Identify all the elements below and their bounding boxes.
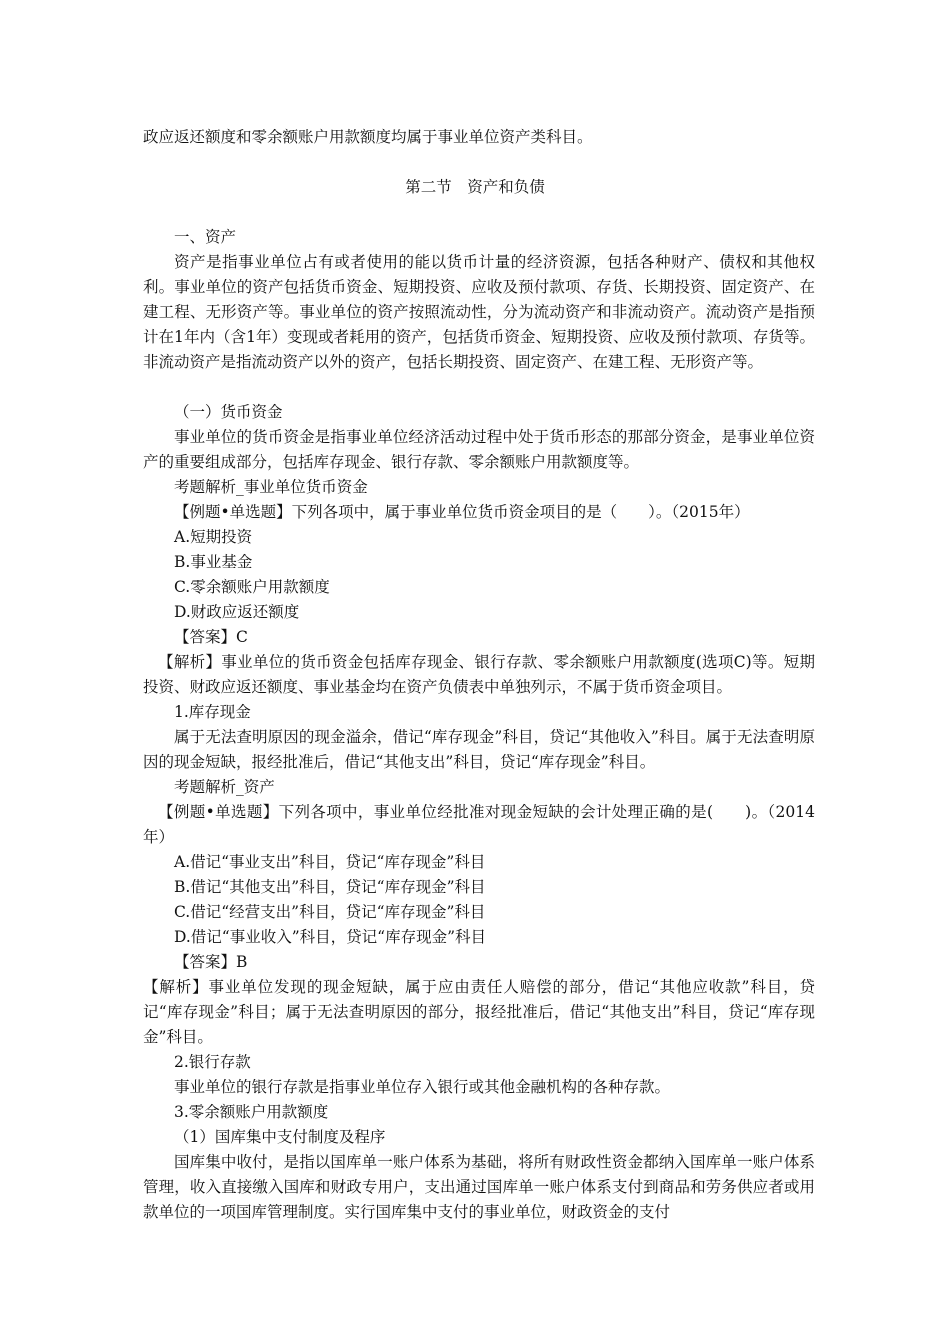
exam-label-2: 考题解析_资产 [174, 778, 275, 796]
q1-option-b: B.事业基金 [174, 553, 253, 571]
heading-treasury: （1）国库集中支付制度及程序 [174, 1128, 386, 1146]
heading-assets: 一、资产 [174, 228, 237, 246]
paragraph-assets: 资产是指事业单位占有或者使用的能以货币计量的经济资源，包括各种财产、债权和其他权利。事业单位的资产包括货币资金、短期投资、应收及预付款项、存货、长期投资、固定资产、在建工程、无形资产等。事业单位的资产按照流动性，分为流动资产和非流动资产。流动资产是指预计在1年内（含1年）变现或者耗用的资产，包括货币资金、短期投资、应收及预付款项、存货等。非流动资产是指流动资产以外的资产，包括长期投资、固定资产、在建工程、无形资产等。 [143, 253, 815, 371]
q1-option-d: D.财政应返还额度 [174, 603, 300, 621]
paragraph-treasury: 国库集中收付，是指以国库单一账户体系为基础，将所有财政性资金都纳入国库单一账户体系管理，收入直接缴入国库和财政专用户，支出通过国库单一账户体系支付到商品和劳务供应者或用款单位的一项国库管理制度。实行国库集中支付的事业单位，财政资金的支付 [143, 1153, 815, 1221]
q2-option-c: C.借记“经营支出”科目，贷记“库存现金”科目 [174, 903, 486, 921]
paragraph-cash-on-hand: 属于无法查明原因的现金溢余，借记“库存现金”科目，贷记“其他收入”科目。属于无法查明原因的现金短缺，报经批准后，借记“其他支出”科目，贷记“库存现金”科目。 [143, 728, 815, 771]
paragraph-cash: 事业单位的货币资金是指事业单位经济活动过程中处于货币形态的那部分资金，是事业单位资产的重要组成部分，包括库存现金、银行存款、零余额账户用款额度等。 [143, 428, 815, 471]
paragraph-bank: 事业单位的银行存款是指事业单位存入银行或其他金融机构的各种存款。 [174, 1078, 671, 1096]
continuation-line: 政应返还额度和零余额账户用款额度均属于事业单位资产类科目。 [143, 128, 593, 146]
exam-label-1: 考题解析_事业单位货币资金 [174, 478, 368, 496]
section-title: 第二节 资产和负债 [405, 178, 545, 196]
q2-analysis: 【解析】事业单位发现的现金短缺，属于应由责任人赔偿的部分，借记“其他应收款”科目，贷记“库存现金”科目；属于无法查明原因的部分，报经批准后，借记“其他支出”科目，贷记“库存现金”科目。 [143, 978, 815, 1046]
q2-option-a: A.借记“事业支出”科目，贷记“库存现金”科目 [174, 853, 486, 871]
heading-bank: 2.银行存款 [174, 1053, 251, 1071]
heading-cash: （一）货币资金 [174, 403, 283, 421]
question-1: 【例题•单选题】下列各项中，属于事业单位货币资金项目的是（ ）。（2015年） [174, 503, 750, 521]
question-2: 【例题•单选题】下列各项中，事业单位经批准对现金短缺的会计处理正确的是( )。（2014年） [143, 803, 815, 846]
q1-answer: 【答案】C [174, 628, 248, 646]
heading-zero-balance: 3.零余额账户用款额度 [174, 1103, 329, 1121]
q2-option-d: D.借记“事业收入”科目，贷记“库存现金”科目 [174, 928, 486, 946]
q1-option-c: C.零余额账户用款额度 [174, 578, 330, 596]
heading-cash-on-hand: 1.库存现金 [174, 703, 251, 721]
q2-option-b: B.借记“其他支出”科目，贷记“库存现金”科目 [174, 878, 486, 896]
q2-answer: 【答案】B [174, 953, 248, 971]
q1-option-a: A.短期投资 [174, 528, 253, 546]
q1-analysis: 【解析】事业单位的货币资金包括库存现金、银行存款、零余额账户用款额度(选项C)等。短期投资、财政应返还额度、事业基金均在资产负债表中单独列示，不属于货币资金项目。 [143, 653, 815, 696]
